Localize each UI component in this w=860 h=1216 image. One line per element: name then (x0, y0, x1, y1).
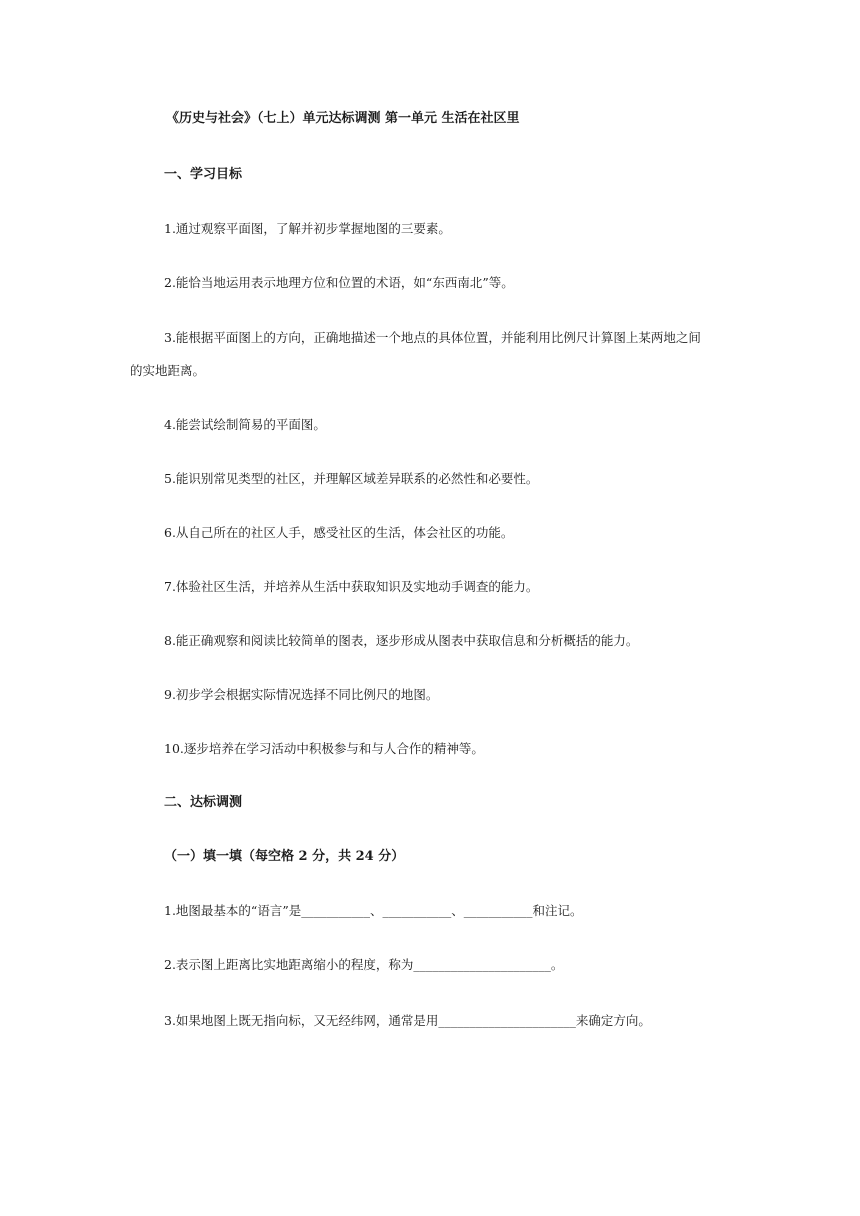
goal-item-2: 2.能恰当地运用表示地理方位和位置的术语，如“东西南北”等。 (164, 275, 514, 290)
goal-item-4: 4.能尝试绘制简易的平面图。 (164, 417, 326, 432)
goal-item-1: 1.通过观察平面图，了解并初步掌握地图的三要素。 (164, 221, 451, 236)
goal-item-5: 5.能识别常见类型的社区，并理解区域差异联系的必然性和必要性。 (164, 471, 539, 486)
goal-item-3-continued: 的实地距离。 (130, 363, 206, 378)
goal-item-8: 8.能正确观察和阅读比较简单的图表，逐步形成从图表中获取信息和分析概括的能力。 (164, 633, 639, 648)
goal-item-10: 10.逐步培养在学习活动中积极参与和与人合作的精神等。 (164, 741, 484, 756)
section-heading-assessment: 二、达标调测 (164, 795, 243, 810)
goal-item-3: 3.能根据平面图上的方向，正确地描述一个地点的具体位置，并能利用比例尺计算图上某两地之间 (164, 330, 701, 345)
fill-in-question-2: 2.表示图上距离比实地距离缩小的程度，称为______________________。 (164, 957, 564, 972)
goal-item-9: 9.初步学会根据实际情况选择不同比例尺的地图。 (164, 687, 439, 702)
fill-in-question-1: 1.地图最基本的“语言”是___________、___________、___________和注记。 (164, 903, 583, 918)
goal-item-7: 7.体验社区生活，并培养从生活中获取知识及实地动手调查的能力。 (164, 579, 539, 594)
section-heading-learning-goals: 一、学习目标 (164, 167, 243, 182)
subsection-heading-fill-in: （一）填一填（每空格 2 分，共 24 分） (164, 849, 405, 864)
fill-in-question-3: 3.如果地图上既无指向标，又无经纬网，通常是用______________________来确定方向。 (164, 1013, 651, 1028)
goal-item-6: 6.从自己所在的社区人手，感受社区的生活，体会社区的功能。 (164, 525, 514, 540)
document-title: 《历史与社会》（七上）单元达标调测 第一单元 生活在社区里 (166, 111, 520, 126)
